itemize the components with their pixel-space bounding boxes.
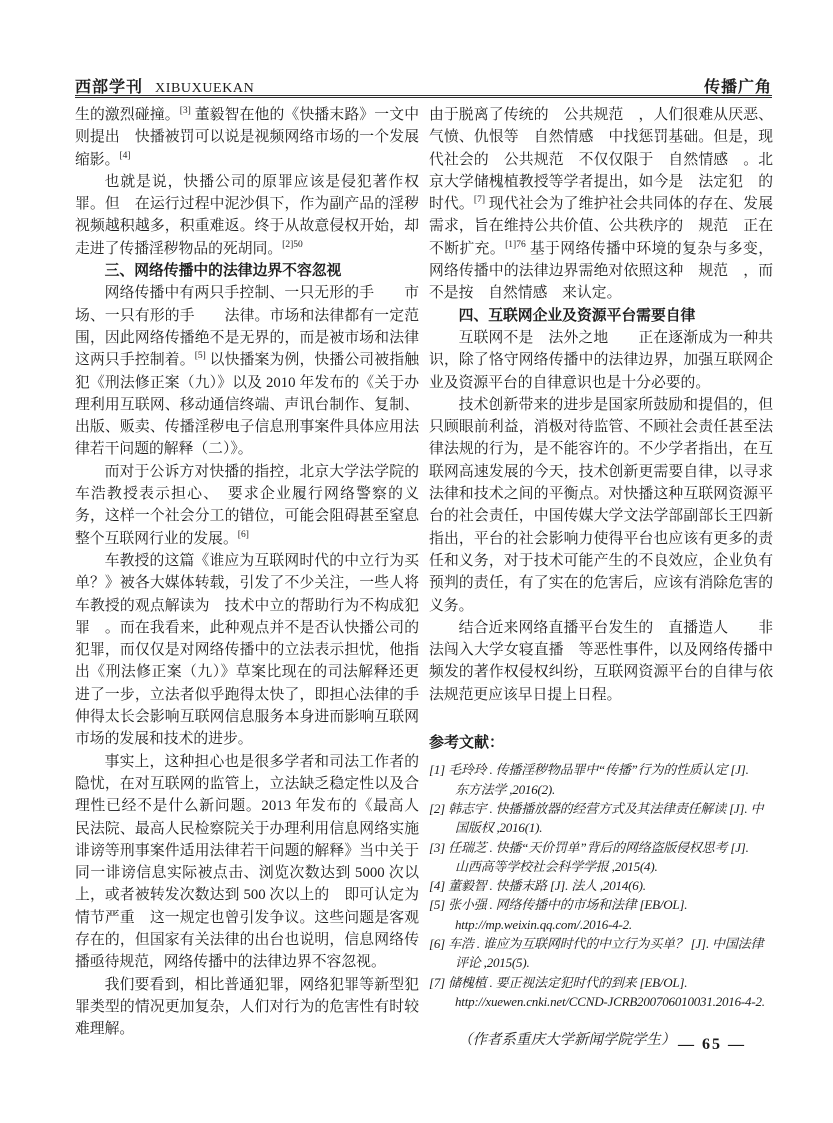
paragraph: 互联网不是 法外之地 正在逐渐成为一种共识，除了恪守网络传播中的法律边界，加强互联网企业及资源平台的自律意识也是十分必要的。	[429, 329, 773, 391]
header-rule	[75, 95, 772, 98]
references-section	[429, 732, 773, 1011]
reference-line: [7] 储槐植 . 要正视法定犯时代的到来 [EB/OL].	[429, 974, 688, 990]
paragraph-continuation: 生的激烈碰撞。[3] 董毅智在他的《快播末路》一文中则提出 快播被罚可以说是视频网络市场的一个发展缩影。[4]	[75, 106, 419, 168]
paragraph: 事实上，这种担心也是很多学者和司法工作者的隐忧，在对互联网的监管上，立法缺乏稳定性以及合理性已经不是什么新问题。2013 年发布的《最高人民法院、最高人民检察院关于办理利用信息网络实施诽谤等刑事案件适用法律若干问题的解释》当中关于 同一诽谤信息实际被点击、浏览次数达到 5000 次以上，或者被转发次数达到 500 次以上的 即可认定为 情节严重 这一规定也曾引发争议。这些问题是客观存在的，但国家有关法律的出台也说明，信息网络传播亟待规范，网络传播中的法律边界不容忽视。	[75, 753, 434, 971]
reference-line: [4] 董毅智 . 快播末路 [J]. 法人 ,2014(6).	[429, 878, 646, 894]
reference-line: [6] 车浩 . 谁应为互联网时代的中立行为买单？ [J]. 中国法律	[429, 935, 764, 951]
paragraph: 车教授的这篇《谁应为互联网时代的中立行为买单？》被各大媒体转载，引发了不少关注，一些人将车教授的观点解读为 技术中立的帮助行为不构成犯罪 。而在我看来，此种观点并不是否认快播公司的犯罪，而仅仅是对网络传播中的立法表示担忧，他指出《刑法修正案（九）》草案比现在的司法解释还更进了一步，立法者似乎跑得太快了，即担心法律的手伸得太长会影响互联网信息服务本身进而影响互联网市场的发展和技术的进步。	[75, 552, 419, 748]
journal-title-latin: XIBUXUEKAN	[155, 81, 255, 96]
reference-line: [5] 张小强 . 网络传播中的市场和法律 [EB/OL].	[429, 897, 688, 913]
right-column	[429, 104, 773, 1066]
reference-item	[429, 973, 773, 1012]
section-heading-3: 三、网络传播中的法律边界不容忽视	[104, 263, 342, 280]
paragraph: 也就是说，快播公司的原罪应该是侵犯著作权罪。但 在运行过程中泥沙俱下，作为副产品的淫秽视频越积越多，积重难返。终于从故意侵权开始，却走进了传播淫秽物品的死胡同。$^{[2]50}$	[75, 173, 419, 257]
references-heading: 参考文献：	[429, 735, 505, 752]
paragraph: 而对于公诉方对快播的指控，北京大学法学院的车浩教授表示担心、 要求企业履行网络警察的义务，这样一个社会分工的错位，可能会阻碍甚至窒息整个互联网行业的发展。[6]	[75, 463, 419, 547]
reference-line: [1] 毛玲玲 . 传播淫秽物品罪中“传播”行为的性质认定 [J].	[429, 762, 749, 778]
section-heading-4: 四、互联网企业及资源平台需要自律	[458, 307, 696, 324]
paragraph: 技术创新带来的进步是国家所鼓励和提倡的，但只顾眼前利益，消极对待监管、不顾社会责任甚至法律法规的行为，是不能容许的。不少学者指出，在互联网高速发展的今天，技术创新更需要自律，以寻求法律和技术之间的平衡点。对快播这种互联网资源平台的社会责任，中国传媒大学文法学部副部长王四新指出，平台的社会影响力使得平台也应该有更多的责任和义务，对于技术可能产生的不良效应，企业负有预判的责任，有了实在的危害后，应该有消除危害的义务。	[429, 396, 773, 614]
journal-title-group	[75, 74, 254, 97]
reference-item	[429, 760, 773, 799]
paragraph-continuation: 由于脱离了传统的 公共规范 ，人们很难从厌恶、气愤、仇恨等 自然情感 中找惩罚基础。但是，现代社会的 公共规范 不仅仅限于 自然情感 。北京大学储槐植教授等学者提出，如今是 法定犯 的时代。[7] 现代社会为了维护社会共同体的存在、发展需求，旨在维持公共价值、公共秩序的 规范 正在不断扩充。$^{[1]76}$ 基于网络传播中环境的复杂与多变，网络传播中的法律边界需绝对依照这种 规范 ，而不是按 自然情感 来认定。	[429, 107, 773, 302]
section-label: 传播广角	[703, 79, 772, 96]
paragraph: 我们要看到，相比普通犯罪，网络犯罪等新型犯罪类型的情况更加复杂，人们对行为的危害性有时较难理解。	[75, 976, 419, 1038]
reference-line: [3] 任瑞芝 . 快播“天价罚单”背后的网络盗版侵权思考 [J].	[429, 839, 749, 855]
reference-url-line: http://xuewen.cnki.net/CCND-JCRB200706010031.2016-4-2.	[455, 993, 765, 1009]
reference-line: 评论 ,2015(5).	[455, 955, 530, 971]
page-header	[75, 74, 772, 97]
paragraph: 网络传播中有两只手控制、一只无形的手 市场、一只有形的手 法律。市场和法律都有一定范围，因此网络传播绝不是无界的，而是被市场和法律这两只手控制着。[5] 以快播案为例，快播公司被指触犯《刑法修正案（九）》以及 2010 年发布的《关于办理利用互联网、移动通信终端、声讯台制作、复制、出版、贩卖、传播淫秽电子信息刑事案件具体应用法律若干问题的解释（二）》。	[75, 285, 419, 458]
reference-line: 山西高等学校社会科学学报 ,2015(4).	[455, 858, 658, 874]
reference-item	[429, 876, 773, 895]
author-note: （作者系重庆大学新闻学院学生）	[458, 1032, 676, 1049]
reference-item	[429, 838, 773, 877]
paragraph: 结合近来网络直播平台发生的 直播造人 非法闯入大学女寝直播 等恶性事件，以及网络传播中频发的著作权侵权纠纷，互联网资源平台的自律与依法规范更应该早日提上日程。	[429, 619, 773, 703]
reference-item	[429, 799, 773, 838]
article-body	[75, 104, 773, 1066]
reference-line: 东方法学 ,2016(2).	[455, 781, 556, 797]
left-column	[75, 104, 434, 1066]
journal-title: 西部学刊	[75, 79, 144, 96]
reference-url-line: http://mp.weixin.qq.com/.2016-4-2.	[455, 916, 632, 932]
page-number: — 65 —	[678, 1036, 746, 1053]
reference-line: [2] 韩志宇 . 快播播放器的经营方式及其法律责任解读 [J]. 中	[429, 800, 764, 816]
reference-item	[429, 934, 773, 973]
reference-item	[429, 895, 773, 934]
reference-line: 国版权 ,2016(1).	[455, 820, 543, 836]
